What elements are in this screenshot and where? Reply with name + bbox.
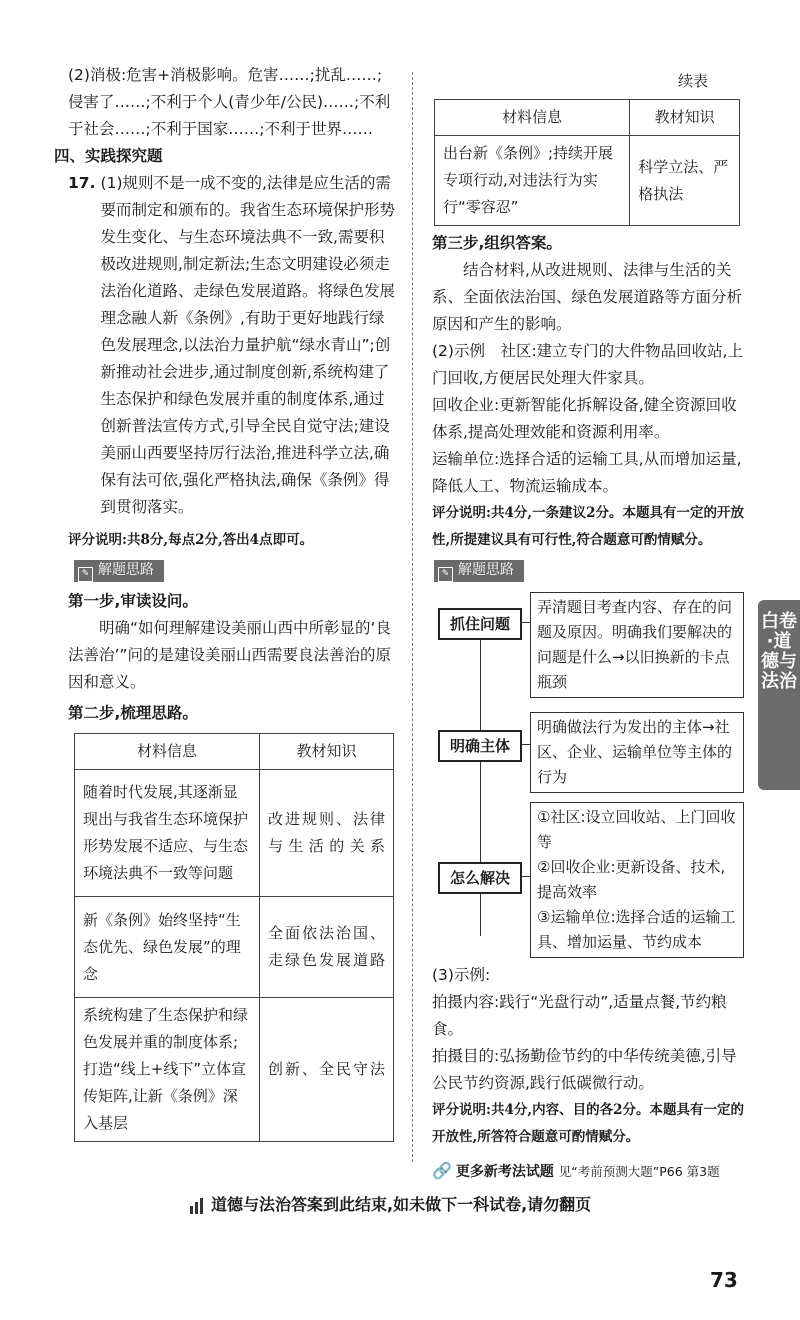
table-header-row xyxy=(435,100,740,136)
solution-tag xyxy=(434,560,524,582)
question-number: 17. xyxy=(68,174,96,192)
analysis-table xyxy=(74,733,394,1142)
q17-answer xyxy=(68,170,396,521)
step-three-text: 结合材料,从改进规则、法律与生活的关系、全面依法治国、绿色发展道路等方面分析原因和产生的影响。 xyxy=(432,261,743,333)
bars-icon xyxy=(190,1195,205,1214)
flow-key-3: 怎么解决 xyxy=(438,862,522,894)
table-row xyxy=(75,770,394,897)
link-icon: 🔗 xyxy=(432,1161,452,1180)
example-2-transport: 运输单位:选择合适的运输工具,从而增加运量,降低人工、物流运输成本。 xyxy=(432,450,742,495)
step-two: 第二步,梳理思路。 xyxy=(68,704,198,722)
solution-tag xyxy=(74,560,164,582)
flow-item: ③运输单位:选择合适的运输工具、增加运量、节约成本 xyxy=(537,908,736,951)
table-row xyxy=(435,136,740,226)
example-2-community: (2)示例 社区:建立专门的大件物品回收站,上门回收,方便居民处理大件家具。 xyxy=(432,342,744,387)
flow-arrow xyxy=(520,622,530,623)
flow-box-3 xyxy=(530,802,744,958)
flow-item: ①社区:设立回收站、上门回收等 xyxy=(537,808,736,851)
step-one: 第一步,审读设问。 xyxy=(68,592,198,610)
more-questions xyxy=(432,1157,748,1186)
flow-key-2: 明确主体 xyxy=(438,730,522,762)
example-3-purpose: 拍摄目的:弘扬勤俭节约的中华传统美德,引导公民节约资源,践行低碳微行动。 xyxy=(432,1047,737,1092)
flow-key-1: 抓住问题 xyxy=(438,608,522,640)
continued-table xyxy=(434,99,740,226)
more-ref: 见“考前预测大题”P66 第3题 xyxy=(558,1164,720,1179)
section-heading: 四、实践探究题 xyxy=(54,147,163,165)
flow-box-2: 明确做法行为发出的主体→社区、企业、运输单位等主体的行为 xyxy=(530,712,744,793)
step-three: 第三步,组织答案。 xyxy=(432,234,562,252)
table-cell: 系统构建了生态保护和绿色发展并重的制度体系;打造“线上+线下”立体宣传矩阵,让新《条例》深入基层 xyxy=(75,998,260,1142)
tag-label: 解题思路 xyxy=(98,562,154,578)
table-cell: 科学立法、严格执法 xyxy=(630,136,740,226)
table-cell: 改进规则、法律与生活的关系 xyxy=(260,770,394,897)
page-number: 73 xyxy=(710,1268,738,1292)
footer-note xyxy=(190,1192,591,1215)
negative-effects: (2)消极:危害+消极影响。危害……;扰乱……;侵害了……;不利于个人(青少年/公民)……;不利于社会……;不利于国家……;不利于世界…… xyxy=(68,66,391,138)
score-note: 评分说明:共4分,一条建议2分。本题具有一定的开放性,所提建议具有可行性,符合题意可酌情赋分。 xyxy=(432,505,744,548)
q17-text: (1)规则不是一成不变的,法律是应生活的需要而制定和颁布的。我省生态环境保护形势发生变化、与生态环境法典不一致,需要积极改进规则,制定新法;生态文明建设必须走法治化道路、走绿色发展道路。将绿色发展理念融人新《条例》,有助于更好地践行绿色发展理念,以法治力量护航“绿水青山”;创新推动社会进步,通过制度创新,系统构建了生态保护和绿色发展并重的制度体系,通过创新普法宣传方式,引导全民自觉守法;建设美丽山西要坚持厉行法治,推进科学立法,确保有法可依,强化严格执法,确保《条例》得到贯彻落实。 xyxy=(100,174,396,516)
flow-arrow xyxy=(520,876,530,877)
table-header: 教材知识 xyxy=(260,734,394,770)
table-header: 教材知识 xyxy=(630,100,740,136)
example-3-content: 拍摄内容:践行“光盘行动”,适量点餐,节约粮食。 xyxy=(432,993,727,1038)
flowchart xyxy=(432,592,748,962)
flow-item: ②回收企业:更新设备、技术,提高效率 xyxy=(537,858,726,901)
table-cell: 随着时代发展,其逐渐显现出与我省生态环境保护形势发展不适应、与生态环境法典不一致等问题 xyxy=(75,770,260,897)
flow-box-1: 弄清题目考查内容、存在的问题及原因。明确我们要解决的问题是什么→以旧换新的卡点瓶颈 xyxy=(530,592,744,698)
note-icon: ✎ xyxy=(438,567,453,582)
right-column xyxy=(432,68,748,1186)
table-header: 材料信息 xyxy=(435,100,630,136)
table-cell: 全面依法治国、走绿色发展道路 xyxy=(260,897,394,998)
example-3-heading: (3)示例: xyxy=(432,966,491,984)
table-cell: 出台新《条例》;持续开展专项行动,对违法行为实行“零容忍” xyxy=(435,136,630,226)
table-header-row xyxy=(75,734,394,770)
table-cell: 新《条例》始终坚持“生态优先、绿色发展”的理念 xyxy=(75,897,260,998)
left-column xyxy=(54,62,396,1142)
tag-label: 解题思路 xyxy=(458,562,514,578)
table-row xyxy=(75,897,394,998)
footer-text: 道德与法治答案到此结束,如未做下一科试卷,请勿翻页 xyxy=(211,1195,592,1214)
subject-side-tab: 白卷·道德与法治 xyxy=(758,600,800,790)
example-2-enterprise: 回收企业:更新智能化拆解设备,健全资源回收体系,提高处理效能和资源利用率。 xyxy=(432,396,737,441)
note-icon: ✎ xyxy=(78,567,93,582)
table-row xyxy=(75,998,394,1142)
score-note: 评分说明:共8分,每点2分,答出4点即可。 xyxy=(68,532,314,548)
score-note: 评分说明:共4分,内容、目的各2分。本题具有一定的开放性,所答符合题意可酌情赋分。 xyxy=(432,1102,744,1145)
more-label: 更多新考法试题 xyxy=(455,1164,554,1180)
column-divider xyxy=(412,72,413,1162)
table-cell: 创新、全民守法 xyxy=(260,998,394,1142)
continued-label: 续表 xyxy=(677,72,708,90)
table-header: 材料信息 xyxy=(75,734,260,770)
step-one-text: 明确“如何理解建设美丽山西中所彰显的‘良法善治’”问的是建设美丽山西需要良法善治的原因和意义。 xyxy=(68,619,391,691)
flow-arrow xyxy=(520,744,530,745)
